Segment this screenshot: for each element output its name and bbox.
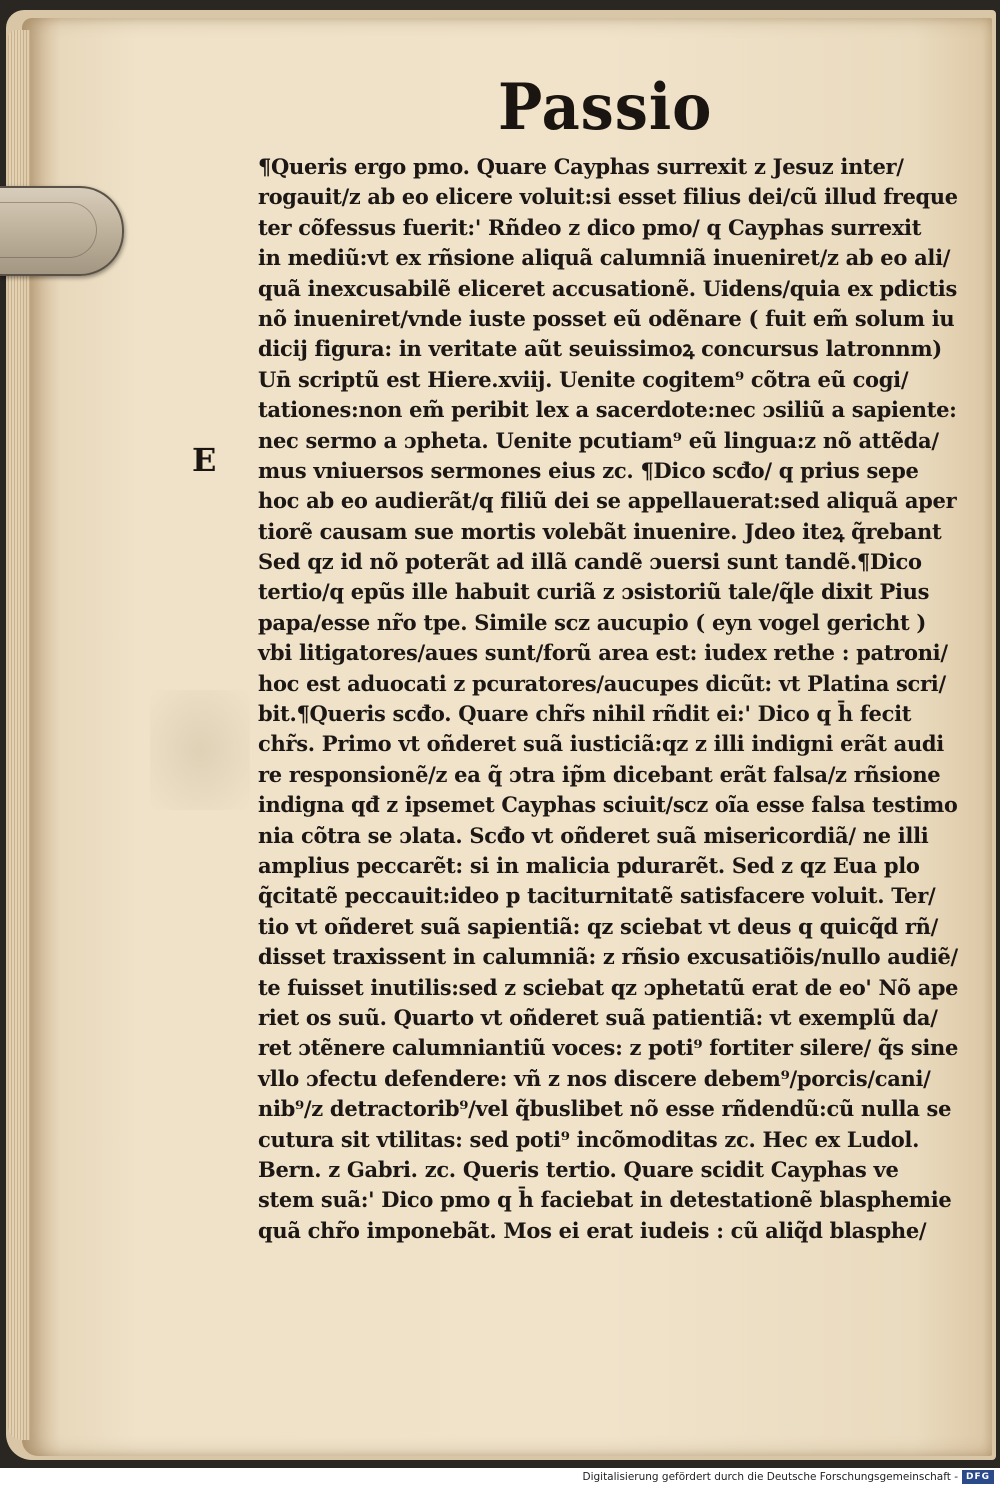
dfg-logo-icon: DFG <box>962 1470 994 1484</box>
text-line: papa/esse nr̃o tpe. Simile scz aucupio ( eyn vogel gericht ) <box>258 609 927 635</box>
margin-mark: E <box>192 441 217 479</box>
text-line: nec sermo a ɔpheta. Uenite pcutiam⁹ eũ lingua:z nõ attẽda/ <box>258 427 939 453</box>
text-line: quã inexcusabilẽ eliceret accusationẽ. Uidens/quia ex pdictis <box>258 275 957 301</box>
footer-credit: Digitalisierung gefördert durch die Deutsche Forschungsgemeinschaft - <box>582 1471 958 1483</box>
text-line: tiorẽ causam sue mortis volebãt inuenire. Jdeo iteꝝ q̃rebant <box>258 518 942 544</box>
footer-bar <box>0 1468 1000 1487</box>
text-line: vbi litigatores/aues sunt/forũ area est: iudex rethe : patroni/ <box>258 640 948 666</box>
text-line: rogauit/z ab eo elicere voluit:si esset filius dei/cũ illud freque <box>258 184 958 210</box>
text-line: riet os suũ. Quarto vt oñderet suã patientiã: vt exemplũ da/ <box>258 1004 938 1030</box>
text-line: tationes:non em̃ peribit lex a sacerdote:nec ɔsiliũ a sapiente: <box>258 397 957 423</box>
text-line: amplius peccarẽt: si in malicia pdurarẽt. Sed z qz Eua plo <box>258 852 920 878</box>
text-line: vllo ɔfectu defendere: vñ z nos discere debem⁹/porcis/cani/ <box>258 1065 931 1091</box>
text-line: dicij figura: in veritate aũt seuissimoꝝ concursus latronnm) <box>258 336 942 362</box>
clasp-icon <box>0 186 124 276</box>
text-line: hoc est aduocati z pcuratores/aucupes dicũt: vt Platina scri/ <box>258 670 946 696</box>
text-line: Bern. z Gabri. zc. Queris tertio. Quare scidit Cayphas ve <box>258 1156 899 1182</box>
text-line: re responsionẽ/z ea q̃ ɔtra ip̃m dicebant erãt falsa/z rñsione <box>258 761 941 787</box>
text-line: bit.¶Queris scđo. Quare chr̃s nihil rñdit ei:' Dico q h̄ fecit <box>258 701 912 727</box>
text-line: quã chr̃o imponebãt. Mos ei erat iudeis : cũ aliq̃d blasphe/ <box>258 1217 927 1243</box>
text-line: indigna qđ z ipsemet Cayphas sciuit/scz oĩa esse falsa testimo <box>258 792 958 818</box>
text-block <box>258 152 958 1246</box>
text-line: Sed qz id nõ poterãt ad illã candẽ ɔuersi sunt tandẽ.¶Dico <box>258 549 922 575</box>
text-line: tertio/q epũs ille habuit curiã z ɔsistoriũ tale/q̃le dixit Pius <box>258 579 930 605</box>
text-line: te fuisset inutilis:sed z sciebat qz ɔphetatũ erat de eo' Nõ ape <box>258 974 959 1000</box>
text-line: tio vt oñderet suã sapientiã: qz sciebat vt deus q quicq̃d rñ/ <box>258 913 938 939</box>
ink-bleed-through <box>150 690 250 810</box>
text-line: mus vniuersos sermones eius zc. ¶Dico scđo/ q prius sepe <box>258 457 919 483</box>
text-line: nõ inueniret/vnde iuste posset eũ odẽnare ( fuit em̃ solum iu <box>258 305 955 331</box>
text-line: stem suã:' Dico pmo q h̄ faciebat in detestationẽ blasphemie <box>258 1187 952 1213</box>
page-title: Passio <box>498 70 713 145</box>
text-line: disset traxissent in calumniã: z rñsio excusatiõis/nullo audiẽ/ <box>258 944 958 970</box>
text-line: hoc ab eo audierãt/q filiũ dei se appellauerat:sed aliquã aper <box>258 488 957 514</box>
text-line: Un̄ scriptũ est Hiere.xviij. Uenite cogitem⁹ cõtra eũ cogi/ <box>258 366 909 392</box>
text-line: cutura sit vtilitas: sed poti⁹ incõmoditas zc. Hec ex Ludol. <box>258 1126 920 1152</box>
text-line: ret ɔtẽnere calumniantiũ voces: z poti⁹ fortiter silere/ q̃s sine <box>258 1035 959 1061</box>
text-line: chr̃s. Primo vt oñderet suã iusticiã:qz z illi indigni erãt audi <box>258 731 944 757</box>
text-line: ter cõfessus fuerit:' Rñdeo z dico pmo/ q Cayphas surrexit <box>258 214 922 240</box>
text-line: nib⁹/z detractorib⁹/vel q̃buslibet nõ esse rñdendũ:cũ nulla se <box>258 1096 952 1122</box>
text-line: q̃citatẽ peccauit:ideo p taciturnitatẽ satisfacere voluit. Ter/ <box>258 883 936 909</box>
text-line: nia cõtra se ɔlata. Scđo vt oñderet suã misericordiã/ ne illi <box>258 822 929 848</box>
text-line: in mediũ:vt ex rñsione aliquã calumniã inueniret/z ab eo ali/ <box>258 245 951 271</box>
text-line: ¶Queris ergo pmo. Quare Cayphas surrexit z Jesuz inter/ <box>258 154 904 179</box>
